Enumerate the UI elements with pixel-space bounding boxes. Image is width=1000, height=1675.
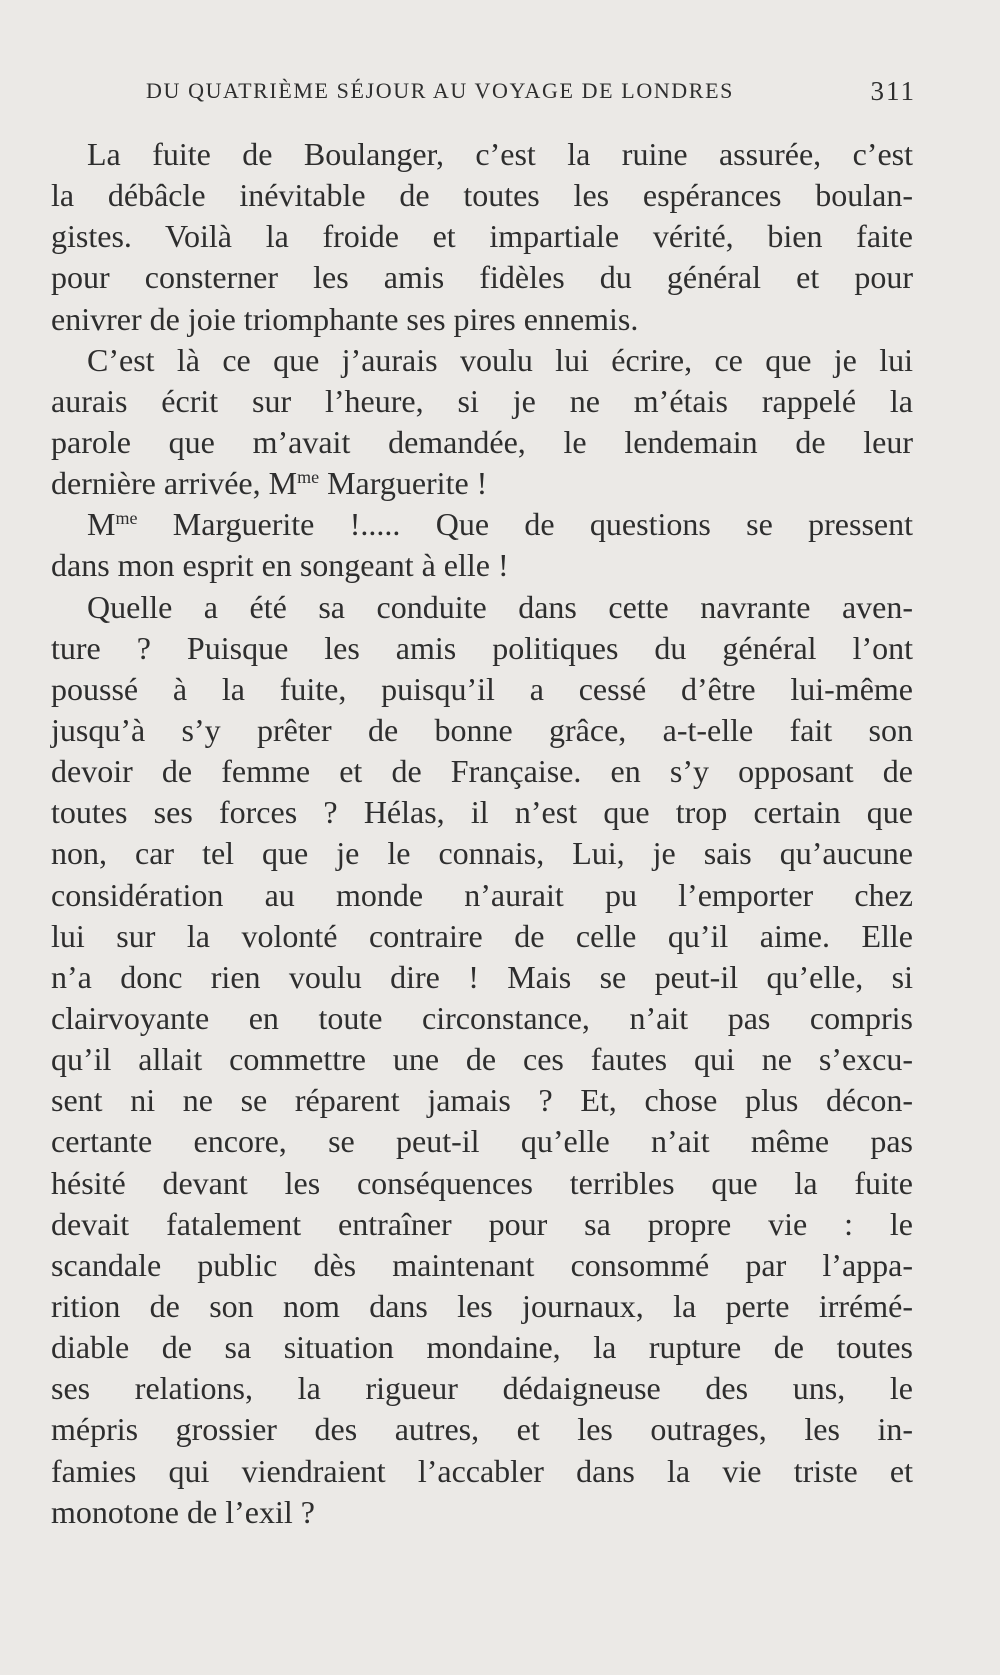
page-number: 311 [870, 76, 916, 106]
line-text: dernière arrivée, M [51, 465, 298, 502]
text-line: scandale public dès maintenant consommé par l’appa- [51, 1246, 913, 1283]
text-line: La fuite de Boulanger, c’est la ruine assurée, c’est [87, 136, 913, 172]
text-line: enivrer de joie triomphante ses pires ennemis. [51, 300, 639, 337]
text-line: hésité devant les conséquences terribles que la fuite [51, 1164, 913, 1201]
text-line: clairvoyante en toute circonstance, n’ait pas compris [51, 999, 913, 1036]
text-line: Quelle a été sa conduite dans cette navrante aven- [87, 588, 913, 625]
line-text: Marguerite !..... Que de questions se pressent [137, 506, 913, 543]
text-line: sent ni ne se réparent jamais ? Et, chose plus décon- [51, 1082, 913, 1119]
text-line [51, 463, 913, 504]
text-line: pour consterner les amis fidèles du général et pour [51, 259, 913, 296]
text-line: dans mon esprit en songeant à elle ! [51, 547, 509, 584]
text-line: qu’il allait commettre une de ces fautes qui ne s’excu- [51, 1041, 913, 1078]
text-line: lui sur la volonté contraire de celle qu’il aime. Elle [51, 917, 913, 954]
text-line: C’est là ce que j’aurais voulu lui écrire, ce que je lui [87, 341, 913, 378]
text-line: jusqu’à s’y prêter de bonne grâce, a-t-elle fait son [51, 711, 913, 748]
text-line: ses relations, la rigueur dédaigneuse des uns, le [51, 1370, 913, 1407]
text-line: monotone de l’exil ? [51, 1493, 315, 1530]
superscript: me [115, 508, 138, 529]
line-text: M [87, 506, 116, 543]
text-line: certante encore, se peut-il qu’elle n’ait même pas [51, 1123, 913, 1160]
body-text [51, 134, 913, 1533]
text-line: aurais écrit sur l’heure, si je ne m’étais rappelé la [51, 382, 913, 419]
text-line [51, 504, 913, 545]
text-line: poussé à la fuite, puisqu’il a cessé d’être lui-même [51, 670, 913, 707]
text-line: devoir de femme et de Française. en s’y opposant de [51, 753, 913, 790]
text-line: famies qui viendraient l’accabler dans la vie triste et [51, 1452, 913, 1489]
text-line: devait fatalement entraîner pour sa propre vie : le [51, 1205, 913, 1242]
text-line: n’a donc rien voulu dire ! Mais se peut-il qu’elle, si [51, 958, 913, 995]
line-text: Marguerite ! [319, 465, 488, 502]
superscript: me [297, 467, 320, 488]
text-line: la débâcle inévitable de toutes les espérances boulan- [51, 177, 913, 214]
text-line: toutes ses forces ? Hélas, il n’est que trop certain que [51, 794, 913, 831]
text-line: considération au monde n’aurait pu l’emporter chez [51, 876, 913, 913]
text-line: ture ? Puisque les amis politiques du général l’ont [51, 629, 913, 666]
text-line: rition de son nom dans les journaux, la perte irrémé- [51, 1287, 913, 1324]
text-line: gistes. Voilà la froide et impartiale vérité, bien faite [51, 218, 913, 255]
running-title: DU QUATRIÈME SÉJOUR AU VOYAGE DE LONDRES [146, 78, 734, 103]
text-line: parole que m’avait demandée, le lendemain de leur [51, 423, 913, 460]
text-line: mépris grossier des autres, et les outrages, les in- [51, 1411, 913, 1448]
text-line: non, car tel que je le connais, Lui, je sais qu’aucune [51, 835, 913, 872]
text-line: diable de sa situation mondaine, la rupture de toutes [51, 1329, 913, 1366]
running-header [146, 78, 916, 110]
